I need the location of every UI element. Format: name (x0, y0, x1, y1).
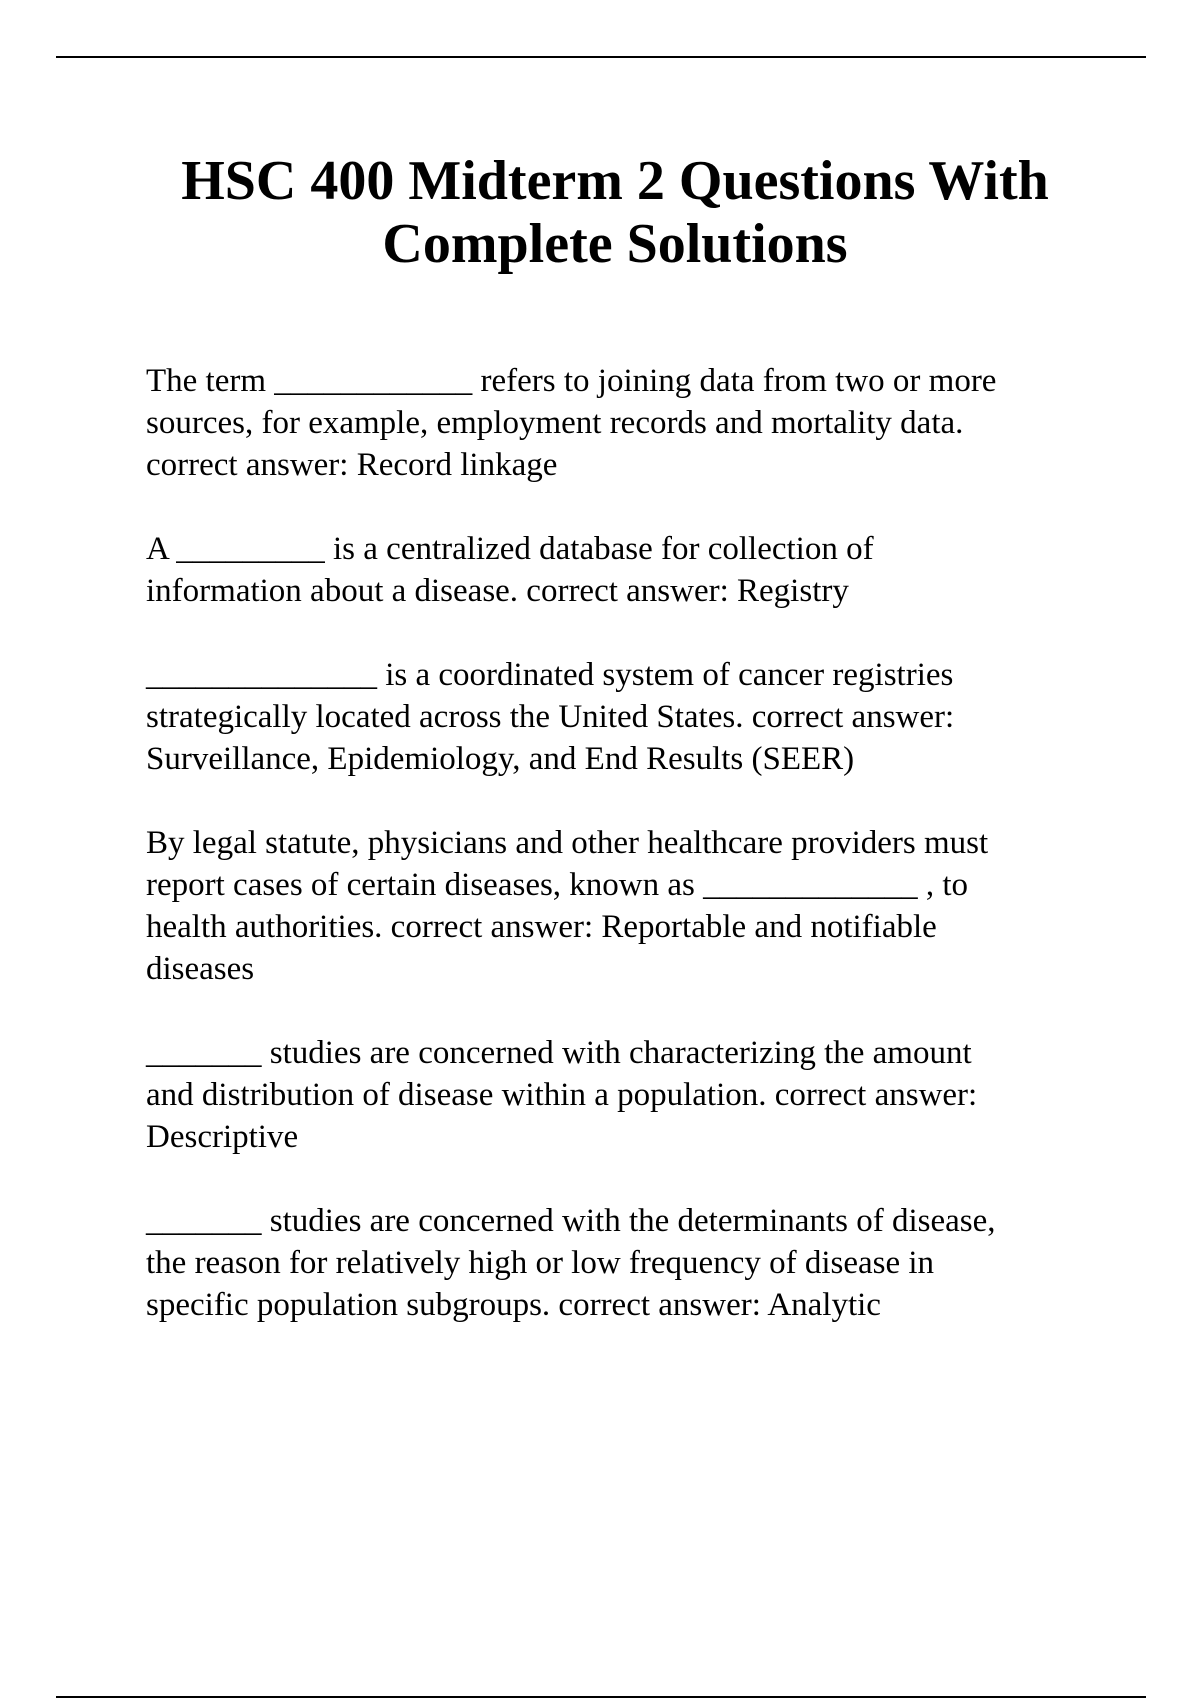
question-reportable-diseases: By legal statute, physicians and other healthcare providers must report cases of certain diseases, known as _____________ , to health authorities. correct answer: Reportable and notifiable diseases (146, 825, 989, 987)
question-descriptive-studies: _______ studies are concerned with characterizing the amount and distribution of disease within a population. correct answer: Descriptive (146, 1035, 978, 1155)
question-analytic-studies: _______ studies are concerned with the determinants of disease, the reason for relatively high or low frequency of disease in specific population subgroups. correct answer: Analytic (146, 1203, 996, 1323)
question-record-linkage: The term ____________ refers to joining data from two or more sources, for example, employment records and mortality data. correct answer: Record linkage (146, 363, 997, 483)
question-registry: A _________ is a centralized database for collection of information about a disease. correct answer: Registry (146, 531, 874, 609)
question-seer: ______________ is a coordinated system of cancer registries strategically located across the United States. correct answer: Surveillance, Epidemiology, and End Results (SEER) (146, 657, 955, 777)
document-title: HSC 400 Midterm 2 Questions With Complete Solutions (181, 150, 1049, 275)
bottom-rule (56, 1696, 1146, 1698)
question-list (146, 360, 1146, 1368)
top-rule (56, 56, 1146, 58)
